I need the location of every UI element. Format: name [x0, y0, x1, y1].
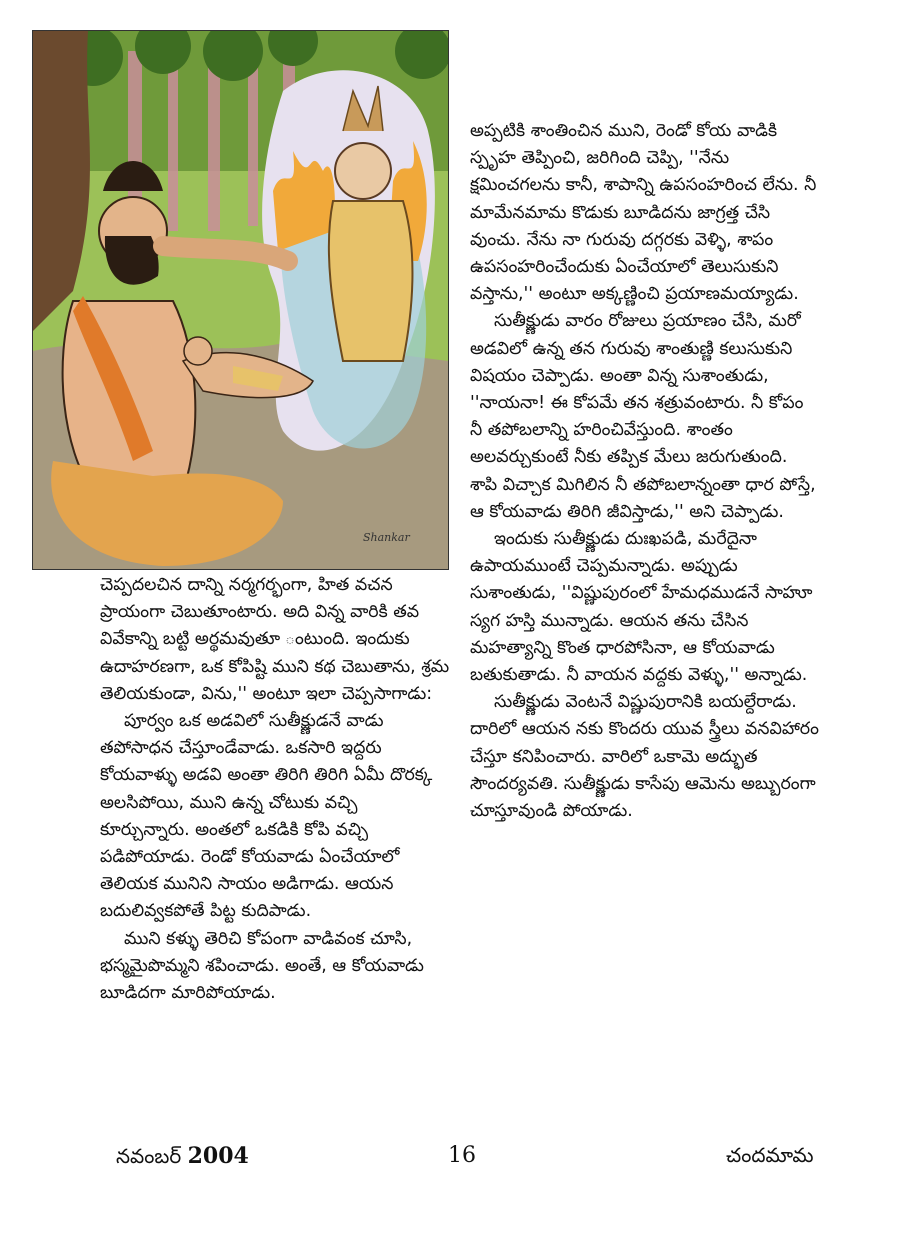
right-paragraph-1: అప్పటికి శాంతించిన ముని, రెండో కోయ వాడికి స్పృహ తెప్పించి, జరిగింది చెప్పి, ''నేను క్షమించగలను కానీ, శాపాన్ని ఉపసంహరించ లేను. నీ మామేనమామ కొడుకు బూడిదను జాగ్రత్త చేసి వుంచు. నేను నా గురువు దగ్గరకు వెళ్ళి, శాపం ఉపసంహరించేందుకు ఏంచేయాలో తెలుసుకుని వస్తాను,'' అంటూ అక్కణ్ణించి ప్రయాణమయ్యాడు. — [470, 121, 817, 305]
left-paragraph-3: ముని కళ్ళు తెరిచి కోపంగా వాడివంక చూసి, భస్మమైపొమ్మని శపించాడు. అంతే, ఆ కోయవాడు బూడిదగా మారిపోయాడు. — [100, 928, 424, 1004]
story-illustration — [32, 30, 449, 570]
footer-month: నవంబర్ — [116, 1144, 182, 1168]
page-number: 16 — [448, 1143, 476, 1168]
right-paragraph-2: సుతీక్ష్ణుడు వారం రోజులు ప్రయాణం చేసి, మరో అడవిలో ఉన్న తన గురువు శాంతుణ్ణి కలుసుకుని విషయం చెప్పాడు. అంతా విన్న సుశాంతుడు, ''నాయనా! ఈ కోపమే తన శత్రువంటారు. నీ కోపం నీ తపోబలాన్ని హరించివేస్తుంది. శాంతం అలవర్చుకుంటే నీకు తప్పిక మేలు జరుగుతుంది. శాపి విచ్చాక మిగిలిన నీ తపోబలాన్నంతా ధార పోస్తే, ఆ కోయవాడు తిరిగి జీవిస్తాడు,'' అని చెప్పాడు. — [470, 311, 816, 522]
footer-date — [116, 1143, 249, 1173]
left-column-text — [100, 572, 450, 1007]
right-column-text — [470, 118, 820, 825]
left-paragraph-1: చెప్పదలచిన దాన్ని నర్మగర్భంగా, హిత వచన ప్రాయంగా చెబుతూంటారు. అది విన్న వారికి తవ వివేకాన్ని బట్టి అర్థమవుతూ ంటుంది. ఇందుకు ఉదాహరణగా, ఒక కోపిష్టి ముని కథ చెబుతాను, శ్రమ తెలియకుండా, విను,'' అంటూ ఇలా చెప్పసాగాడు: — [100, 575, 450, 704]
magazine-name: చందమామ — [726, 1143, 814, 1167]
footer-year: 2004 — [187, 1143, 249, 1169]
right-paragraph-4: సుతీక్ష్ణుడు వెంటనే విష్ణుపురానికి బయల్దేరాడు. దారిలో ఆయన నకు కొందరు యువ స్త్రీలు వనవిహారం చేస్తూ కనిపించారు. వారిలో ఒకామె అద్భుత సౌందర్యవతి. సుతీక్ష్ణుడు కాసేపు ఆమెను అబ్బురంగా చూస్తూవుండి పోయాడు. — [470, 692, 819, 822]
artist-signature: Shankar — [363, 531, 410, 544]
sage-cursing-hunter-illustration — [33, 31, 448, 569]
right-paragraph-3: ఇందుకు సుతీక్ష్ణుడు దుఃఖపడి, మరేదైనా ఉపాయముంటే చెప్పమన్నాడు. అప్పుడు సుశాంతుడు, ''విష్ణుపురంలో హేమధముడనే సాహూ స్యగ హస్తి మున్నాడు. ఆయన తను చేసిన మహత్యాన్ని కొంత ధారపోసినా, ఆ కోయవాడు బతుకుతాడు. నీ వాయన వద్దకు వెళ్ళు,'' అన్నాడు. — [470, 529, 813, 686]
left-paragraph-2: పూర్వం ఒక అడవిలో సుతీక్ష్ణుడనే వాడు తపోసాధన చేస్తూండేవాడు. ఒకసారి ఇద్దరు కోయవాళ్ళు అడవి అంతా తిరిగి తిరిగి ఏమీ దొరక్క అలసిపోయి, ముని ఉన్న చోటుకు వచ్చి కూర్చున్నారు. అంతలో ఒకడికి కోపి వచ్చి పడిపోయాడు. రెండో కోయవాడు ఏంచేయాలో తెలియక మునిని సాయం అడిగాడు. ఆయన బదులివ్వకపోతే పిట్ట కుదిపాడు. — [100, 711, 433, 922]
